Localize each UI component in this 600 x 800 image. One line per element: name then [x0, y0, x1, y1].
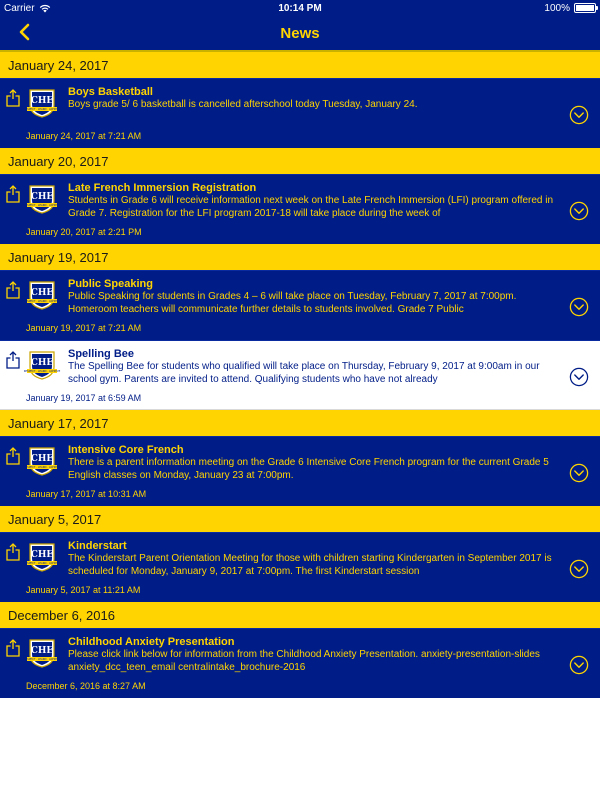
news-item-date: January 19, 2017 at 6:59 AM: [26, 393, 142, 403]
date-header: January 24, 2017: [0, 52, 600, 78]
news-item-date: January 20, 2017 at 2:21 PM: [26, 227, 142, 237]
school-logo: [23, 349, 61, 381]
school-logo: [23, 541, 61, 573]
news-item-body: The Spelling Bee for students who qualified will take place on Thursday, February 9, 2017 at 9:00am in our school gym. Parents are invited to attend. Qualifying students who have not already: [68, 361, 540, 385]
svg-text:RESPECT · LEARN · ACHIEVE: RESPECT · LEARN · ACHIEVE: [23, 300, 61, 304]
svg-text:CHE: CHE: [30, 454, 54, 464]
chevron-down-icon[interactable]: [569, 559, 589, 579]
news-item[interactable]: [0, 340, 600, 410]
news-item-body: Boys grade 5/ 6 basketball is cancelled afterschool today Tuesday, January 24.: [68, 99, 418, 110]
school-logo: [23, 637, 61, 669]
share-icon[interactable]: [5, 185, 21, 203]
svg-text:CHE: CHE: [30, 96, 54, 106]
chevron-down-icon[interactable]: [569, 367, 589, 387]
school-logo: [23, 183, 61, 215]
news-item-date: December 6, 2016 at 8:27 AM: [26, 681, 146, 691]
news-item-body: Public Speaking for students in Grades 4 – 6 will take place on Tuesday, February 7, 2017 at 7:00pm. Homeroom teachers will communicate further details to students involved. Grade 7 Public: [68, 291, 517, 315]
chevron-down-icon[interactable]: [569, 105, 589, 125]
svg-text:RESPECT · LEARN · ACHIEVE: RESPECT · LEARN · ACHIEVE: [23, 370, 61, 374]
svg-text:CHE: CHE: [30, 192, 54, 202]
status-right: [436, 3, 596, 14]
back-button[interactable]: [12, 20, 36, 44]
status-left: [4, 3, 164, 14]
status-bar: [0, 0, 600, 16]
svg-text:RESPECT · LEARN · ACHIEVE: RESPECT · LEARN · ACHIEVE: [23, 466, 61, 470]
news-item-title: Late French Immersion Registration: [68, 182, 257, 194]
news-feed[interactable]: [0, 52, 600, 698]
date-header: January 5, 2017: [0, 506, 600, 532]
svg-text:RESPECT · LEARN · ACHIEVE: RESPECT · LEARN · ACHIEVE: [23, 562, 61, 566]
news-item-title: Public Speaking: [68, 278, 153, 290]
battery-percent: 100%: [544, 2, 570, 14]
clock: 10:14 PM: [278, 2, 322, 14]
news-item[interactable]: [0, 270, 600, 340]
news-item-date: January 5, 2017 at 11:21 AM: [26, 585, 141, 595]
school-logo: [23, 87, 61, 119]
date-header: December 6, 2016: [0, 602, 600, 628]
battery-level: [576, 5, 594, 11]
news-item-date: January 17, 2017 at 10:31 AM: [26, 489, 147, 499]
chevron-left-icon: [18, 23, 30, 41]
svg-text:RESPECT · LEARN · ACHIEVE: RESPECT · LEARN · ACHIEVE: [23, 108, 61, 112]
chevron-down-icon[interactable]: [569, 463, 589, 483]
news-section: [0, 244, 600, 410]
svg-text:CHE: CHE: [30, 288, 54, 298]
battery-icon: [574, 3, 596, 13]
svg-text:CHE: CHE: [30, 550, 54, 560]
news-section: [0, 52, 600, 148]
svg-text:RESPECT · LEARN · ACHIEVE: RESPECT · LEARN · ACHIEVE: [23, 204, 61, 208]
news-item-title: Intensive Core French: [68, 444, 184, 456]
navigation-bar: [0, 16, 600, 50]
news-section: [0, 148, 600, 244]
news-item[interactable]: [0, 436, 600, 506]
school-logo: [23, 445, 61, 477]
school-logo: [23, 279, 61, 311]
share-icon[interactable]: [5, 351, 21, 369]
share-icon[interactable]: [5, 447, 21, 465]
chevron-down-icon[interactable]: [569, 655, 589, 675]
wifi-icon: [39, 4, 51, 13]
news-item-title: Childhood Anxiety Presentation: [68, 636, 235, 648]
chevron-down-icon[interactable]: [569, 297, 589, 317]
news-section: [0, 602, 600, 698]
news-item-title: Kinderstart: [68, 540, 127, 552]
date-header: January 20, 2017: [0, 148, 600, 174]
date-header: January 19, 2017: [0, 244, 600, 270]
news-section: [0, 410, 600, 506]
svg-text:RESPECT · LEARN · ACHIEVE: RESPECT · LEARN · ACHIEVE: [23, 658, 61, 662]
news-section: [0, 506, 600, 602]
news-item-title: Boys Basketball: [68, 86, 153, 98]
news-item[interactable]: [0, 78, 600, 148]
date-header: January 17, 2017: [0, 410, 600, 436]
page-title: News: [280, 24, 320, 42]
news-item-title: Spelling Bee: [68, 348, 135, 360]
news-item[interactable]: [0, 532, 600, 602]
news-item-body: There is a parent information meeting on the Grade 6 Intensive Core French program for the current Grade 5 English classes on Monday, January 23 at 7:00pm.: [68, 457, 549, 481]
carrier-label: Carrier: [4, 2, 35, 14]
share-icon[interactable]: [5, 281, 21, 299]
svg-text:CHE: CHE: [30, 646, 54, 656]
svg-text:CHE: CHE: [30, 358, 54, 368]
news-item[interactable]: [0, 174, 600, 244]
news-item-body: Please click link below for information from the Childhood Anxiety Presentation. anxiety-presentation-slides anxiety_dcc_teen_email centralintake_brochure-2016: [68, 649, 540, 673]
share-icon[interactable]: [5, 89, 21, 107]
news-item-body: The Kinderstart Parent Orientation Meeting for those with children starting Kindergarten in September 2017 is scheduled for Monday, January 9, 2017 at 7:00pm. The first Kinderstart session: [68, 553, 552, 577]
chevron-down-icon[interactable]: [569, 201, 589, 221]
news-item-date: January 24, 2017 at 7:21 AM: [26, 131, 142, 141]
news-item-body: Students in Grade 6 will receive information next week on the Late French Immersion (LFI) program offered in Grade 7. Registration for the LFI program 2017-18 will take place during the week of: [68, 195, 554, 219]
share-icon[interactable]: [5, 639, 21, 657]
news-item[interactable]: [0, 628, 600, 698]
share-icon[interactable]: [5, 543, 21, 561]
news-item-date: January 19, 2017 at 7:21 AM: [26, 323, 142, 333]
